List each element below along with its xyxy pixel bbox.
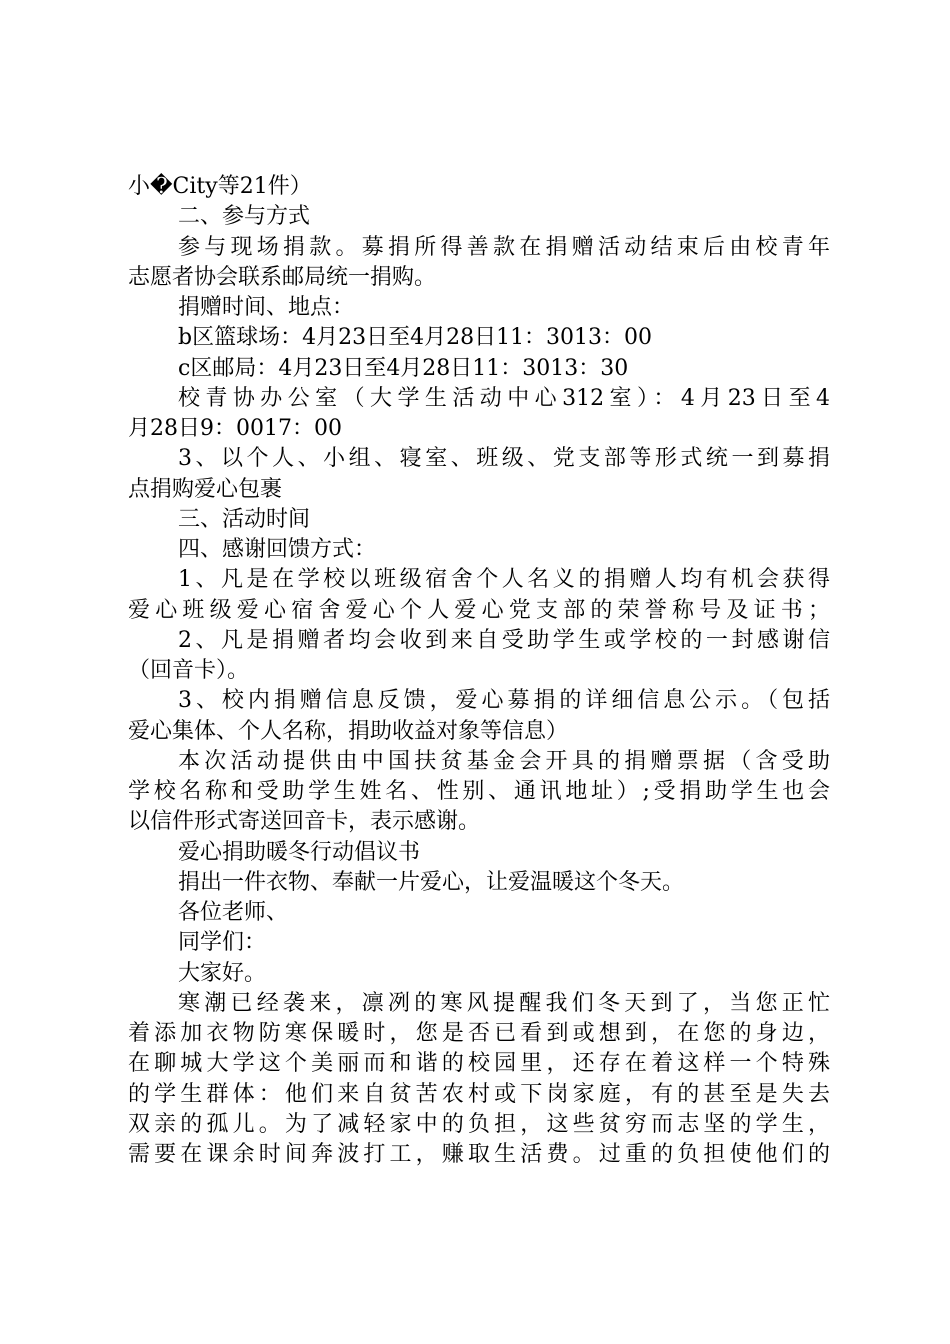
text-line-33: 需要在课余时间奔波打工，赚取生活费。过重的负担使他们的 [128, 1142, 830, 1167]
text-line-30: 在聊城大学这个美丽而和谐的校园里，还存在着这样一个特殊 [128, 1051, 830, 1077]
text-line-15: 爱心班级爱心宿舍爱心个人爱心党支部的荣誉称号及证书； [128, 597, 830, 623]
text-line-29: 着添加衣物防寒保暖时，您是否已看到或想到，在您的身边， [128, 1021, 830, 1046]
proposal-slogan: 捐出一件衣物、奉献一片爱心，让爱温暖这个冬天。 [178, 869, 685, 895]
text-line-31: 的学生群体：他们来自贫苦农村或下岗家庭，有的甚至是失去 [128, 1081, 830, 1107]
document-page [128, 172, 830, 1170]
salutation-students: 同学们： [178, 930, 267, 956]
text-line-11: 点捐购爱心包裹 [128, 476, 283, 502]
text-line-19: 爱心集体、个人名称，捐助收益对象等信息） [128, 718, 569, 744]
text-line-22: 以信件形式寄送回音卡，表示感谢。 [128, 809, 481, 835]
text-line-6: b区篮球场：4月23日至4月28日11：3013：00 [178, 325, 653, 351]
text-line-28: 寒潮已经袭来，凛冽的寒风提醒我们冬天到了，当您正忙 [178, 990, 830, 1016]
text-line-16: 2、凡是捐赠者均会收到来自受助学生或学校的一封感谢信 [178, 627, 830, 653]
greeting: 大家好。 [178, 960, 267, 986]
section-heading-time: 三、活动时间 [178, 506, 311, 532]
text-line-10: 3、以个人、小组、寝室、班级、党支部等形式统一到募捐 [178, 446, 830, 472]
section-heading-participation: 二、参与方式 [178, 204, 311, 230]
text-line-14: 1、凡是在学校以班级宿舍个人名义的捐赠人均有机会获得 [178, 567, 830, 593]
section-heading-feedback: 四、感谢回馈方式： [178, 537, 377, 562]
text-line-1: 小�City等21件） [128, 174, 312, 199]
text-line-9: 月28日9：0017：00 [128, 416, 342, 441]
text-line-4: 志愿者协会联系邮局统一捐购。 [128, 264, 437, 290]
text-line-8: 校青协办公室（大学生活动中心312室）：4月23日至4 [178, 385, 830, 411]
text-line-17: （回音卡）。 [128, 658, 250, 683]
text-line-5: 捐赠时间、地点： [178, 295, 355, 320]
text-line-21: 学校名称和受助学生姓名、性别、通讯地址）;受捐助学生也会 [128, 779, 830, 804]
text-line-32: 双亲的孤儿。为了减轻家中的负担，这些贫穷而志坚的学生， [128, 1111, 830, 1137]
salutation-teachers: 各位老师、 [178, 900, 289, 925]
text-line-18: 3、校内捐赠信息反馈，爱心募捐的详细信息公示。（包括 [178, 688, 830, 714]
text-line-7: c区邮局：4月23日至4月28日11：3013：30 [178, 355, 629, 381]
text-line-20: 本次活动提供由中国扶贫基金会开具的捐赠票据（含受助 [178, 748, 830, 774]
proposal-title: 爱心捐助暖冬行动倡议书 [178, 839, 421, 865]
text-line-3: 参与现场捐款。募捐所得善款在捐赠活动结束后由校青年 [178, 234, 830, 260]
